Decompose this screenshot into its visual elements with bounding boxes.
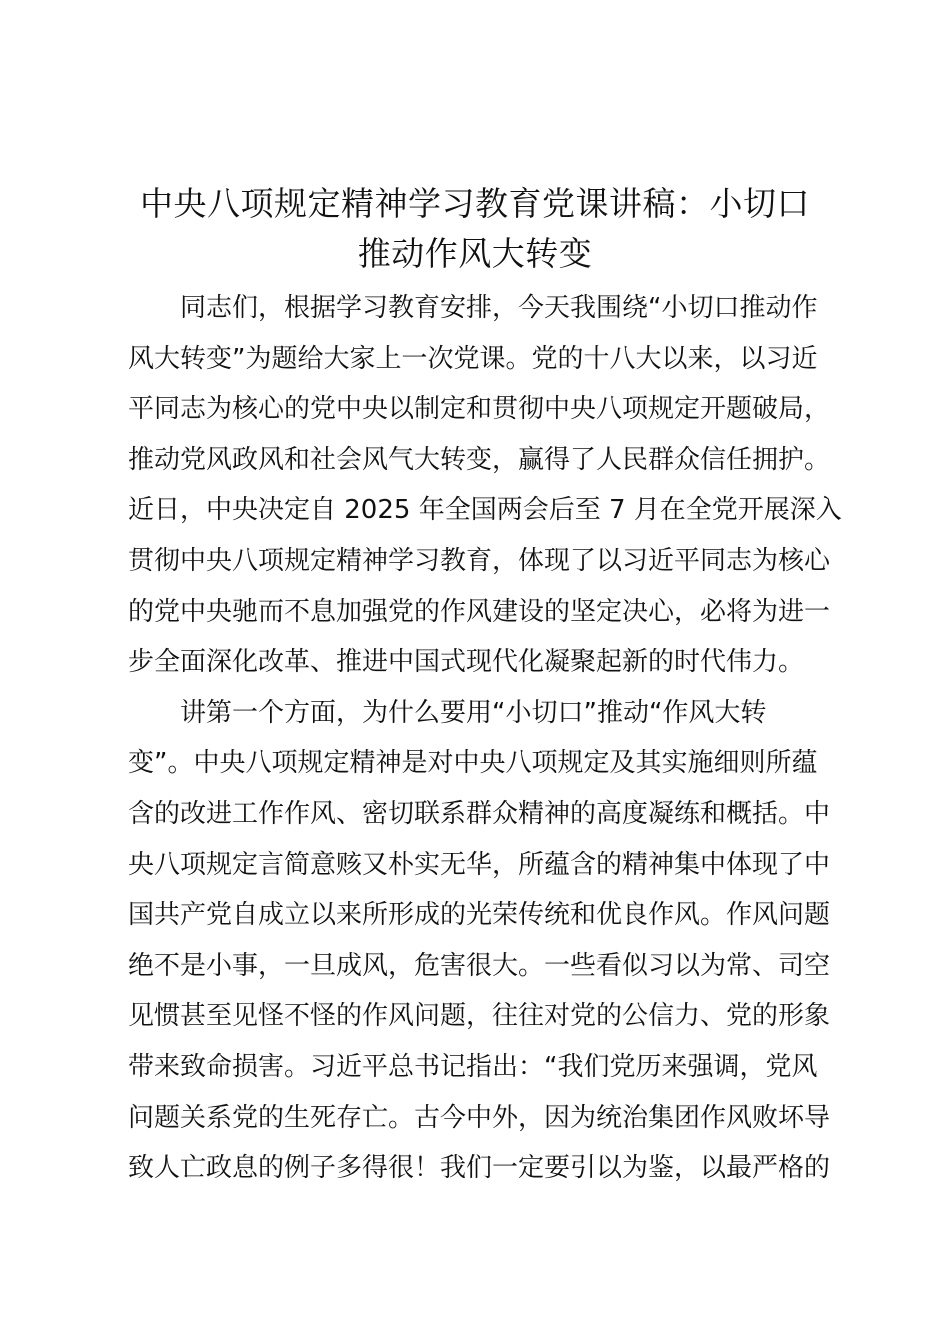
paragraph-line: 央八项规定言简意赅又朴实无华，所蕴含的精神集中体现了中	[128, 849, 831, 880]
paragraph-line: 带来致命损害。习近平总书记指出：“我们党历来强调，党风	[128, 1051, 818, 1082]
paragraph-1	[128, 283, 842, 688]
paragraph-line: 含的改进工作作风、密切联系群众精神的高度凝练和概括。中	[128, 798, 831, 829]
document-body	[128, 283, 842, 1194]
paragraph-line: 国共产党自成立以来所形成的光荣传统和优良作风。作风问题	[128, 900, 831, 931]
document-title-line-1: 中央八项规定精神学习教育党课讲稿：小切口	[140, 184, 810, 223]
paragraph-line: 致人亡政息的例子多得很！我们一定要引以为鉴，以最严格的	[128, 1153, 831, 1184]
paragraph-2	[128, 688, 838, 1194]
paragraph-line: 近日，中央决定自 2025 年全国两会后至 7 月在全党开展深入	[128, 495, 842, 526]
paragraph-line: 见惯甚至见怪不怪的作风问题，往往对党的公信力、党的形象	[128, 1001, 831, 1032]
paragraph-line: 风大转变”为题给大家上一次党课。党的十八大以来，以习近	[128, 343, 818, 374]
paragraph-line: 平同志为核心的党中央以制定和贯彻中央八项规定开题破局，	[128, 394, 831, 425]
document-title-line-2: 推动作风大转变	[357, 234, 593, 273]
paragraph-line: 绝不是小事，一旦成风，危害很大。一些看似习以为常、司空	[128, 950, 831, 981]
paragraph-line: 推动党风政风和社会风气大转变，赢得了人民群众信任拥护。	[128, 444, 831, 475]
paragraph-line: 讲第一个方面，为什么要用“小切口”推动“作风大转	[180, 697, 767, 728]
paragraph-line: 变”。中央八项规定精神是对中央八项规定及其实施细则所蕴	[128, 748, 818, 779]
paragraph-line: 贯彻中央八项规定精神学习教育，体现了以习近平同志为核心	[128, 545, 831, 576]
paragraph-line: 的党中央驰而不息加强党的作风建设的坚定决心，必将为进一	[128, 596, 831, 627]
paragraph-line: 同志们，根据学习教育安排，今天我围绕“小切口推动作	[180, 293, 818, 323]
paragraph-line: 步全面深化改革、推进中国式现代化凝聚起新的时代伟力。	[128, 647, 805, 678]
paragraph-line: 问题关系党的生死存亡。古今中外，因为统治集团作风败坏导	[128, 1102, 831, 1133]
